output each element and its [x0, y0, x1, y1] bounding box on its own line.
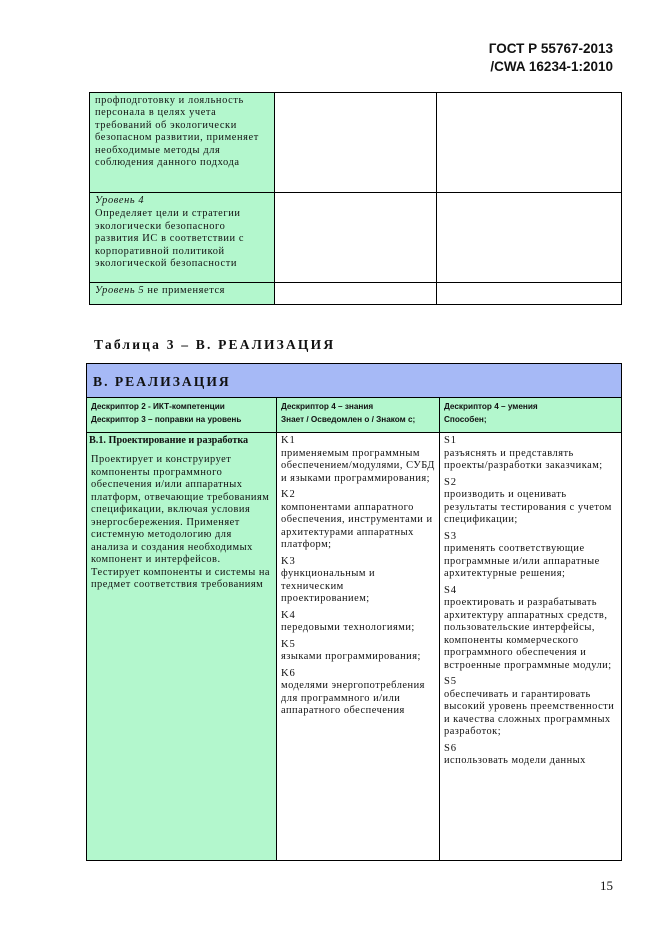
header-line: Знает / Осведомлен о / Знаком с; [281, 414, 416, 424]
empty-cell [437, 93, 622, 193]
empty-cell [275, 93, 437, 193]
table-title-row [87, 364, 622, 398]
knowledge-text: функциональным и техническим проектированием; [281, 568, 376, 604]
skill-code: S4 [444, 584, 457, 596]
document-header [489, 40, 613, 76]
knowledge-item [281, 435, 435, 485]
level-label: Уровень 5 [95, 285, 145, 296]
level-cell [90, 93, 275, 193]
level-label: Уровень 4 [95, 195, 145, 206]
knowledge-text: языками программирования; [281, 651, 421, 662]
skill-item [444, 585, 617, 673]
skill-text: разъяснять и представлять проекты/разработки заказчикам; [444, 447, 603, 471]
descriptor-header-competence [87, 398, 277, 433]
skill-text: обеспечивать и гарантировать высокий уровень преемственности и качества сложных программных разработок; [444, 688, 615, 737]
skill-text: производить и оценивать результаты тестирования с учетом спецификации; [444, 489, 612, 525]
standard-code: ГОСТ Р 55767-2013 [488, 41, 613, 56]
table-row [87, 433, 622, 861]
table-row [90, 283, 622, 305]
empty-cell [275, 283, 437, 305]
knowledge-text: передовыми технологиями; [281, 622, 415, 633]
knowledge-code: K3 [281, 555, 296, 567]
knowledge-text: применяемым программным обеспечением/модулями, СУБД и языками программирования; [281, 447, 435, 484]
knowledge-item [281, 668, 435, 718]
knowledge-item [281, 489, 435, 552]
knowledge-item [281, 556, 435, 606]
skill-code: S3 [444, 530, 457, 542]
skill-text: проектировать и разрабатывать архитектуру аппаратных средств, пользовательские интерфейсы, компоненты коммерческого программного обеспечения и встроенные программные модули; [444, 597, 612, 671]
knowledge-text: моделями энергопотребления для программного и/или аппаратного обеспечения [281, 680, 425, 716]
descriptor-header-row [87, 398, 622, 433]
empty-cell [437, 283, 622, 305]
standard-code-secondary: /CWA 16234-1:2010 [490, 59, 613, 74]
knowledge-code: K4 [281, 609, 296, 621]
knowledge-cell [277, 433, 440, 861]
skills-cell [440, 433, 622, 861]
section-title: В.1. Проектирование и разработка [89, 435, 249, 446]
table-caption: Таблица 3 – В. РЕАЛИЗАЦИЯ [94, 337, 336, 352]
table-row [90, 93, 622, 193]
competence-cell [87, 433, 277, 861]
skill-code: S2 [444, 476, 457, 488]
descriptor-header-knowledge [277, 398, 440, 433]
section-description: Проектирует и конструирует компоненты программного обеспечения и/или аппаратных платформ, отвечающие требованиям спецификации, включая условия энергосбережения. Применяет системную методологию для анализа и создания необходимых компонент и интерфейсов. Тестирует компоненты и системы на предмет соответствия требованиям [91, 454, 271, 590]
empty-cell [437, 193, 622, 283]
skill-item [444, 531, 617, 581]
descriptor-header-skills [440, 398, 622, 433]
skill-item [444, 743, 617, 768]
skill-item [444, 676, 617, 739]
knowledge-code: K1 [281, 435, 296, 446]
level-cell [90, 283, 275, 305]
skill-code: S1 [444, 435, 457, 446]
knowledge-item [281, 610, 435, 635]
page-number: 15 [600, 878, 613, 893]
knowledge-text: компонентами аппаратного обеспечения, инструментами и архитектурами аппаратных платформ; [281, 501, 433, 550]
skill-text: использовать модели данных [444, 755, 586, 766]
knowledge-item [281, 639, 435, 664]
empty-cell [275, 193, 437, 283]
table-title: В. РЕАЛИЗАЦИЯ [87, 364, 622, 398]
level-text: не применяется [144, 285, 226, 296]
knowledge-code: K5 [281, 638, 296, 650]
skill-text: применять соответствующие программные и/или аппаратные архитектурные решения; [444, 543, 600, 579]
header-line: Способен; [444, 414, 487, 424]
level-text: Определяет цели и стратегии экологически безопасного развития ИС в соответствии с корпоративной политикой экологической безопасности [95, 208, 245, 270]
skill-code: S5 [444, 676, 457, 687]
level-cell [90, 193, 275, 283]
skill-item [444, 435, 617, 473]
level-text: профподготовку и лояльность персонала в целях учета требований об экологически безопасном развитии, применяет необходимые методы для соблюдения данного подхода [95, 95, 259, 169]
skill-code: S6 [444, 742, 457, 754]
table-row [90, 193, 622, 283]
competence-levels-table [89, 92, 622, 305]
knowledge-code: K2 [281, 489, 296, 500]
header-line: Дескриптор 4 – умения [444, 402, 538, 411]
header-line: Дескриптор 4 – знания [281, 402, 374, 411]
skill-item [444, 477, 617, 527]
realization-table [86, 363, 622, 861]
header-line: Дескриптор 2 - ИКТ-компетенции [91, 402, 225, 411]
knowledge-code: K6 [281, 667, 296, 679]
header-line: Дескриптор 3 – поправки на уровень [91, 414, 242, 424]
